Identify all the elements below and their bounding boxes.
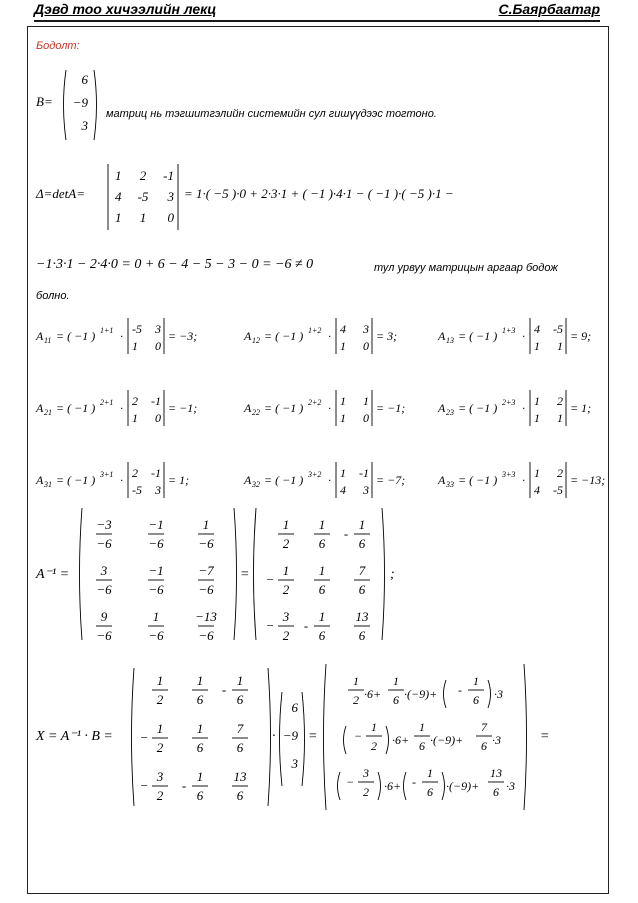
- minor-entry: 1: [534, 411, 540, 425]
- result-inner-paren: [344, 726, 347, 754]
- inverse-entry-denominator: −6: [198, 628, 214, 643]
- inverse-entry-denominator: −6: [148, 536, 164, 551]
- inverse-left-paren-1: [80, 508, 83, 640]
- cofactor-result: = 9;: [570, 329, 592, 343]
- cofactor-sign-base: = ( −1 ): [458, 329, 498, 343]
- det-entry: 1: [115, 168, 122, 183]
- x-inverse-entry-numerator: 1: [156, 673, 164, 688]
- header-author: С.Баярбаатар: [498, 1, 600, 17]
- cofactor-sign-base: = ( −1 ): [56, 401, 96, 415]
- det-entry: 0: [167, 210, 174, 225]
- matrix-b-name: B=: [36, 94, 53, 109]
- x-inverse-entry-denominator: 6: [196, 740, 204, 755]
- det-entry: 2: [139, 168, 147, 183]
- minor-entry: -5: [132, 322, 142, 336]
- fraction-sign: −: [265, 618, 275, 633]
- inverse-entry-numerator: −13: [195, 609, 217, 624]
- minor-entry: 3: [363, 322, 369, 336]
- minor-entry: 2: [557, 466, 563, 480]
- minor-entry: 2: [132, 466, 138, 480]
- minor-entry: -1: [151, 394, 161, 408]
- inverse-entry-numerator: 3: [100, 563, 108, 578]
- inverse-simplified-entry-numerator: 7: [358, 563, 366, 578]
- inverse-simplified-entry-denominator: 2: [282, 628, 290, 643]
- solution-label: Бодолт:: [36, 40, 80, 52]
- fraction-sign: −: [345, 775, 355, 789]
- inverse-simplified-entry-numerator: 1: [358, 517, 366, 532]
- cofactor-sign-base: = ( −1 ): [56, 329, 96, 343]
- cofactor-dot: ·: [120, 329, 123, 343]
- cofactor-result: = −13;: [570, 473, 606, 487]
- matrix-b-left-paren: [64, 70, 67, 140]
- inverse-entry-denominator: −6: [198, 582, 214, 597]
- cofactor-result: = 3;: [376, 329, 398, 343]
- minor-entry: 1: [534, 339, 540, 353]
- result-term: ·3: [492, 733, 501, 747]
- x-inverse-entry-numerator: 1: [196, 673, 204, 688]
- cofactor-exponent: 1+2: [308, 326, 322, 335]
- cofactor-name: A: [36, 329, 44, 343]
- cofactor-dot: ·: [522, 473, 525, 487]
- minor-entry: 1: [340, 339, 346, 353]
- matrix-b-entry: 3: [81, 118, 88, 133]
- result-fraction-numerator: 1: [371, 720, 377, 734]
- fraction-sign: -: [221, 682, 227, 697]
- cofactor-dot: ·: [328, 401, 331, 415]
- result-fraction-numerator: 1: [353, 674, 359, 688]
- cofactor-index: 13: [446, 336, 454, 345]
- cofactor-exponent: 2+2: [308, 398, 322, 407]
- cofactor-index: 22: [252, 408, 260, 417]
- inverse-label: A⁻¹ =: [36, 567, 70, 582]
- cofactor-result: = 1;: [168, 473, 190, 487]
- det-entry: 4: [115, 189, 122, 204]
- x-inverse-entry-numerator: 7: [236, 721, 244, 736]
- minor-entry: 1: [132, 339, 138, 353]
- inverse-simplified-entry-denominator: 2: [282, 582, 290, 597]
- result-fraction-numerator: 1: [427, 766, 433, 780]
- inverse-entry-numerator: −7: [198, 563, 214, 578]
- minor-entry: 1: [132, 411, 138, 425]
- result-term: ·3: [494, 687, 503, 701]
- result-inner-paren: [404, 772, 407, 800]
- cofactor-exponent: 2+1: [100, 398, 114, 407]
- inverse-simplified-entry-denominator: 6: [318, 582, 326, 597]
- result-term: ·3: [506, 779, 515, 793]
- x-dot: ·: [272, 729, 276, 744]
- cofactor-sign-base: = ( −1 ): [264, 473, 304, 487]
- fraction-sign: −: [265, 572, 275, 587]
- cofactor-index: 31: [44, 480, 52, 489]
- cofactor-index: 33: [446, 480, 454, 489]
- vector-entry: 6: [291, 700, 298, 715]
- inverse-entry-numerator: 9: [100, 609, 108, 624]
- vec-left-paren: [280, 692, 283, 786]
- minor-entry: 4: [340, 322, 346, 336]
- det-entry: -1: [163, 168, 174, 183]
- result-inner-paren: [444, 680, 447, 708]
- inverse-simplified-entry-denominator: 6: [358, 582, 366, 597]
- minor-entry: 0: [155, 339, 161, 353]
- cofactor-result: = −1;: [168, 401, 198, 415]
- fraction-sign: -: [412, 775, 416, 789]
- det-expansion-1: = 1·( −5 )·0 + 2·3·1 + ( −1 )·4·1 − ( −1 )·( −5 )·1 −: [184, 186, 454, 201]
- minor-entry: 4: [534, 322, 540, 336]
- fraction-sign: −: [139, 730, 149, 745]
- minor-entry: 1: [534, 466, 540, 480]
- x-inverse-entry-numerator: 1: [236, 673, 244, 688]
- result-right-paren: [524, 664, 527, 810]
- result-fraction-denominator: 6: [481, 739, 487, 753]
- det-entry: 1: [115, 210, 122, 225]
- cofactor-exponent: 1+1: [100, 326, 114, 335]
- cofactor-index: 32: [252, 480, 260, 489]
- cofactor-exponent: 3+3: [502, 470, 516, 479]
- result-fraction-denominator: 2: [371, 739, 377, 753]
- cofactor-name: A: [36, 401, 44, 415]
- det-entry: 1: [139, 210, 147, 225]
- fraction-sign: −: [139, 778, 149, 793]
- x-tail-equals: =: [540, 729, 550, 744]
- inverse-simplified-entry-numerator: 1: [318, 517, 326, 532]
- x-inverse-entry-numerator: 1: [156, 721, 164, 736]
- x-inverse-entry-denominator: 6: [236, 692, 244, 707]
- inverse-simplified-entry-denominator: 6: [318, 536, 326, 551]
- vector-entry: 3: [291, 756, 298, 771]
- result-term: ·6+: [392, 733, 410, 747]
- inverse-entry-denominator: −6: [96, 536, 112, 551]
- cofactor-dot: ·: [328, 329, 331, 343]
- cofactor-result: = −3;: [168, 329, 198, 343]
- result-inner-paren: [442, 772, 445, 800]
- x-inverse-entry-denominator: 6: [236, 740, 244, 755]
- cofactor-name: A: [244, 473, 252, 487]
- minor-entry: 2: [132, 394, 138, 408]
- minor-entry: 4: [340, 483, 346, 497]
- minor-entry: 1: [557, 411, 563, 425]
- cofactor-sign-base: = ( −1 ): [458, 473, 498, 487]
- inverse-entry-denominator: −6: [198, 536, 214, 551]
- x-inverse-entry-numerator: 1: [196, 721, 204, 736]
- inverse-entry-denominator: −6: [96, 582, 112, 597]
- inverse-simplified-entry-numerator: 1: [318, 609, 326, 624]
- cofactor-index: 21: [44, 408, 52, 417]
- result-fraction-numerator: 1: [473, 674, 479, 688]
- cofactor-name: A: [36, 473, 44, 487]
- minor-entry: 1: [340, 466, 346, 480]
- det-expansion-2: −1·3·1 − 2·4·0 = 0 + 6 − 4 − 5 − 3 − 0 = −6 ≠ 0: [36, 257, 314, 272]
- fraction-sign: -: [303, 618, 309, 633]
- matrix-b-right-paren: [94, 70, 97, 140]
- cofactor-dot: ·: [328, 473, 331, 487]
- minor-entry: 1: [340, 411, 346, 425]
- result-term: ·6+: [384, 779, 402, 793]
- cofactor-name: A: [438, 473, 446, 487]
- determinant-note-continued: болно.: [36, 290, 70, 302]
- cofactor-sign-base: = ( −1 ): [264, 401, 304, 415]
- cofactor-result: = −1;: [376, 401, 406, 415]
- inverse-entry-numerator: −1: [148, 563, 164, 578]
- cofactor-dot: ·: [522, 401, 525, 415]
- cofactor-index: 12: [252, 336, 260, 345]
- inverse-simplified-entry-numerator: 1: [282, 517, 290, 532]
- cofactor-exponent: 3+2: [308, 470, 322, 479]
- inverse-simplified-entry-denominator: 6: [358, 628, 366, 643]
- minor-entry: 1: [363, 394, 369, 408]
- fraction-sign: -: [181, 778, 187, 793]
- minor-entry: -5: [132, 483, 142, 497]
- inverse-equals: =: [240, 567, 250, 582]
- x-inverse-entry-denominator: 2: [156, 740, 164, 755]
- cofactor-name: A: [438, 329, 446, 343]
- inverse-simplified-entry-numerator: 1: [282, 563, 290, 578]
- minor-entry: 3: [155, 322, 161, 336]
- x-inverse-entry-denominator: 6: [196, 788, 204, 803]
- cofactor-name: A: [244, 401, 252, 415]
- minor-entry: 3: [363, 483, 369, 497]
- cofactor-exponent: 3+1: [100, 470, 114, 479]
- inverse-entry-denominator: −6: [148, 628, 164, 643]
- determinant-note: тул урвуу матрицын аргаар бодож: [374, 262, 558, 274]
- result-inner-paren: [386, 726, 389, 754]
- det-entry: 3: [167, 189, 174, 204]
- cofactor-exponent: 1+3: [502, 326, 516, 335]
- inverse-entry-denominator: −6: [148, 582, 164, 597]
- cofactor-sign-base: = ( −1 ): [56, 473, 96, 487]
- inverse-entry-numerator: 1: [152, 609, 160, 624]
- minor-entry: -5: [553, 322, 563, 336]
- fraction-sign: -: [343, 526, 349, 541]
- result-term: ·(−9)+: [446, 779, 480, 793]
- result-term: ·6+: [364, 687, 382, 701]
- result-left-paren: [324, 664, 327, 810]
- minor-entry: 3: [155, 483, 161, 497]
- minor-entry: 1: [340, 394, 346, 408]
- cofactor-sign-base: = ( −1 ): [458, 401, 498, 415]
- minor-entry: 0: [155, 411, 161, 425]
- inverse-simplified-entry-numerator: 3: [282, 609, 290, 624]
- minor-entry: 0: [363, 411, 369, 425]
- cofactor-name: A: [244, 329, 252, 343]
- x-inverse-entry-denominator: 2: [156, 692, 164, 707]
- header-left-title: Дэвд тоо хичээлийн лекц: [34, 1, 217, 17]
- x-inverse-entry-denominator: 2: [156, 788, 164, 803]
- determinant-label: Δ=detA=: [36, 186, 85, 201]
- inverse-right-paren-1: [254, 508, 257, 640]
- det-entry: -5: [137, 189, 149, 204]
- inverse-entry-numerator: −1: [148, 517, 164, 532]
- cofactor-result: = 1;: [570, 401, 592, 415]
- x-equation-label: X = A⁻¹ · B =: [36, 729, 113, 744]
- inverse-simplified-entry-denominator: 6: [358, 536, 366, 551]
- inverse-simplified-entry-numerator: 13: [355, 609, 369, 624]
- result-fraction-denominator: 2: [353, 693, 359, 707]
- result-fraction-numerator: 7: [481, 720, 487, 734]
- cofactor-dot: ·: [120, 401, 123, 415]
- x-inverse-right-paren: [268, 668, 271, 806]
- result-inner-paren: [338, 772, 341, 800]
- result-fraction-numerator: 1: [419, 720, 425, 734]
- x-equals: =: [308, 729, 318, 744]
- matrix-b-entry: −9: [72, 95, 88, 110]
- vector-entry: −9: [282, 728, 298, 743]
- result-fraction-denominator: 6: [419, 739, 425, 753]
- result-term: ·(−9)+: [430, 733, 464, 747]
- result-term: ·(−9)+: [404, 687, 438, 701]
- x-inverse-entry-numerator: 1: [196, 769, 204, 784]
- minor-entry: 1: [534, 394, 540, 408]
- fraction-sign: -: [458, 683, 462, 697]
- minor-entry: 0: [363, 339, 369, 353]
- matrix-b-entry: 6: [81, 72, 88, 87]
- x-inverse-entry-numerator: 13: [233, 769, 247, 784]
- result-fraction-denominator: 2: [363, 785, 369, 799]
- result-fraction-numerator: 1: [393, 674, 399, 688]
- result-fraction-numerator: 3: [363, 766, 369, 780]
- x-inverse-entry-denominator: 6: [236, 788, 244, 803]
- cofactor-exponent: 2+3: [502, 398, 516, 407]
- inverse-simplified-entry-denominator: 2: [282, 536, 290, 551]
- cofactor-dot: ·: [522, 329, 525, 343]
- inverse-entry-numerator: 1: [202, 517, 210, 532]
- inverse-right-paren-2: [382, 508, 385, 640]
- cofactor-sign-base: = ( −1 ): [264, 329, 304, 343]
- inverse-simplified-entry-denominator: 6: [318, 628, 326, 643]
- inverse-entry-numerator: −3: [96, 517, 112, 532]
- result-fraction-denominator: 6: [427, 785, 433, 799]
- minor-entry: -1: [359, 466, 369, 480]
- result-inner-paren: [488, 680, 491, 708]
- inverse-simplified-entry-numerator: 1: [318, 563, 326, 578]
- x-inverse-entry-numerator: 3: [156, 769, 164, 784]
- cofactor-index: 11: [44, 336, 52, 345]
- cofactor-name: A: [438, 401, 446, 415]
- result-inner-paren: [378, 772, 381, 800]
- matrix-b-description: матриц нь тэгшитгэлийн системийн сул гишүүдээс тогтоно.: [106, 108, 437, 120]
- minor-entry: 1: [557, 339, 563, 353]
- result-fraction-denominator: 6: [393, 693, 399, 707]
- inverse-entry-denominator: −6: [96, 628, 112, 643]
- vec-right-paren: [302, 692, 305, 786]
- minor-entry: 2: [557, 394, 563, 408]
- minor-entry: 4: [534, 483, 540, 497]
- cofactor-dot: ·: [120, 473, 123, 487]
- x-inverse-entry-denominator: 6: [196, 692, 204, 707]
- minor-entry: -1: [151, 466, 161, 480]
- fraction-sign: −: [353, 729, 363, 743]
- inverse-semicolon: ;: [390, 567, 395, 582]
- cofactor-result: = −7;: [376, 473, 406, 487]
- result-fraction-denominator: 6: [473, 693, 479, 707]
- result-fraction-numerator: 13: [490, 766, 502, 780]
- result-fraction-denominator: 6: [493, 785, 499, 799]
- minor-entry: -5: [553, 483, 563, 497]
- cofactor-index: 23: [446, 408, 454, 417]
- x-inverse-left-paren: [132, 668, 135, 806]
- inverse-left-paren-2: [234, 508, 237, 640]
